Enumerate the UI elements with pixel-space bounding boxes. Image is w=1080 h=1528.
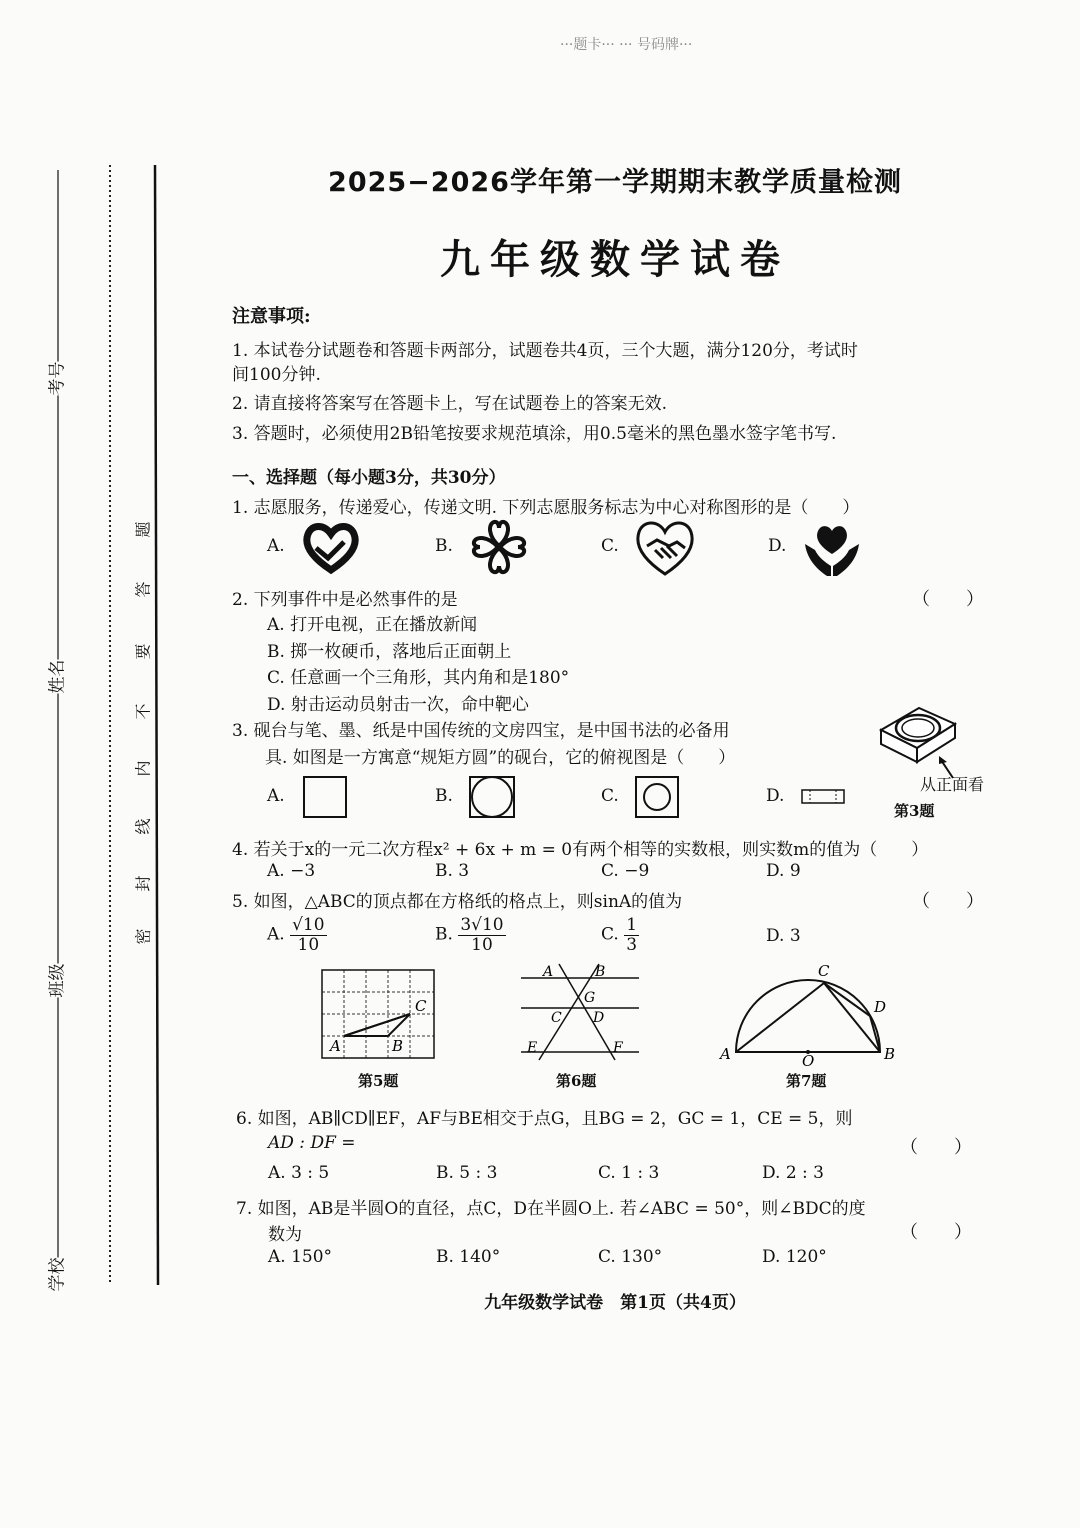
figure-5-caption: 第5题 — [358, 1072, 399, 1090]
square-with-inscribed-circle — [468, 775, 516, 819]
q5-option-d: D. 3 — [766, 926, 801, 946]
q6-option-b: B. 5 : 3 — [436, 1163, 498, 1183]
question-6-stem: 6. 如图，AB∥CD∥EF，AF与BE相交于点G，且BG = 2，GC = 1，CE = 5，则 — [236, 1109, 853, 1129]
answer-paren: （ ） — [912, 891, 984, 912]
exam-header-title: 2025−2026学年第一学期期末教学质量检测 — [328, 167, 902, 198]
point-label: A — [543, 964, 554, 980]
square-with-small-circle — [634, 775, 680, 819]
answer-paren: （ ） — [900, 1222, 972, 1243]
question-3-stem-cont: 具. 如图是一方寓意“规矩方圆”的砚台，它的俯视图是（ ） — [265, 748, 736, 768]
point-label: D — [874, 998, 887, 1016]
answer-paren: （ ） — [900, 1137, 972, 1158]
q6-option-c: C. 1 : 3 — [598, 1163, 660, 1183]
question-7-stem: 7. 如图，AB是半圆O的直径，点C，D在半圆O上. 若∠ABC = 50°，则∠BDC的度 — [236, 1199, 866, 1219]
q7-option-b: B. 140° — [436, 1247, 501, 1267]
q5-option-a — [267, 916, 327, 954]
q2-option-d: D. 射击运动员射击一次，命中靶心 — [267, 695, 529, 715]
q1-option-d: D. — [768, 536, 787, 556]
question-7-stem-cont: 数为 — [268, 1225, 302, 1245]
point-label: G — [584, 990, 596, 1006]
label-exam-number: 考号 — [39, 362, 72, 396]
seal-char: 密 — [133, 928, 153, 945]
point-label: C — [818, 962, 830, 980]
q3-option-c: C. — [601, 786, 619, 806]
figure-3-caption: 第3题 — [894, 802, 935, 820]
page-footer: 九年级数学试卷 第1页（共4页） — [484, 1293, 746, 1313]
question-1-stem: 1. 志愿服务，传递爱心，传递文明. 下列志愿服务标志为中心对称图形的是（ ） — [232, 498, 860, 518]
q1-option-b: B. — [435, 536, 453, 556]
fraction — [290, 916, 326, 954]
seal-char: 题 — [133, 521, 153, 538]
inkstone-figure — [873, 700, 993, 780]
q2-option-a: A. 打开电视，正在播放新闻 — [267, 615, 478, 635]
label-name: 姓名 — [39, 660, 72, 694]
exam-main-title: 九年级数学试卷 — [440, 236, 790, 283]
numerator: √10 — [292, 915, 325, 935]
q4-option-b: B. 3 — [435, 861, 470, 881]
denominator: 10 — [297, 934, 320, 955]
figure-6-caption: 第6题 — [556, 1072, 597, 1090]
figure-7-semicircle — [718, 960, 898, 1070]
seal-char: 线 — [133, 818, 153, 835]
point-label: C — [415, 997, 427, 1015]
figure-7-caption: 第7题 — [786, 1072, 827, 1090]
notice-item: 间100分钟. — [232, 365, 321, 385]
point-label: B — [884, 1045, 896, 1063]
q4-option-d: D. 9 — [766, 861, 801, 881]
option-letter: B. — [435, 924, 453, 945]
notice-item: 3. 答题时，必须使用2B铅笔按要求规范填涂，用0.5毫米的黑色墨水签字笔书写. — [232, 424, 837, 444]
question-2-stem: 2. 下列事件中是必然事件的是 — [232, 590, 458, 610]
q5-option-c — [601, 916, 639, 954]
q1-option-c: C. — [601, 536, 619, 556]
point-label: E — [527, 1040, 538, 1056]
seal-char: 封 — [133, 875, 153, 892]
q6-option-a: A. 3 : 5 — [268, 1163, 330, 1183]
q3-option-d: D. — [766, 786, 785, 806]
q5-option-b — [435, 916, 506, 954]
fraction — [458, 916, 505, 954]
point-label: D — [593, 1010, 605, 1026]
point-label: O — [802, 1052, 815, 1070]
q1-option-a: A. — [267, 536, 285, 556]
question-6-stem-cont: AD : DF = — [268, 1133, 356, 1153]
point-label: F — [613, 1040, 623, 1056]
point-label: B — [392, 1037, 404, 1055]
q7-option-a: A. 150° — [268, 1247, 333, 1267]
question-3-stem: 3. 砚台与笔、墨、纸是中国传统的文房四宝，是中国书法的必备用 — [232, 721, 730, 741]
option-letter: A. — [267, 924, 285, 945]
question-5-stem: 5. 如图，△ABC的顶点都在方格纸的格点上，则sinA的值为 — [232, 892, 683, 912]
fraction — [624, 916, 639, 954]
hands-holding-heart-icon — [801, 518, 863, 578]
handshake-heart-icon — [633, 516, 697, 578]
denominator: 10 — [471, 934, 493, 955]
denominator: 3 — [626, 934, 638, 955]
q7-option-c: C. 130° — [598, 1247, 663, 1267]
seal-char: 内 — [133, 760, 153, 777]
label-class: 班级 — [39, 964, 72, 998]
seal-char: 答 — [133, 581, 153, 598]
numerator: 3√10 — [460, 915, 504, 935]
q2-option-b: B. 掷一枚硬币，落地后正面朝上 — [267, 642, 512, 662]
point-label: A — [330, 1037, 341, 1055]
heart-hand-icon — [300, 518, 362, 576]
answer-paren: （ ） — [912, 589, 984, 610]
notice-item: 2. 请直接将答案写在答题卡上，写在试题卷上的答案无效. — [232, 394, 668, 414]
q4-option-c: C. −9 — [601, 861, 650, 881]
notice-item: 1. 本试卷分试题卷和答题卡两部分，试题卷共4页，三个大题，满分120分，考试时 — [232, 341, 858, 361]
q4-option-a: A. −3 — [267, 861, 316, 881]
section-heading: 一、选择题（每小题3分，共30分） — [232, 468, 506, 488]
solid-seal-line — [155, 165, 158, 1285]
seal-char: 不 — [133, 703, 153, 720]
point-label: B — [595, 964, 606, 980]
option-letter: C. — [601, 924, 619, 945]
point-label: A — [720, 1045, 731, 1063]
top-fragment: ···题卡··· ··· 号码牌··· — [560, 37, 693, 53]
figure-5-grid — [318, 966, 442, 1064]
q2-option-c: C. 任意画一个三角形，其内角和是180° — [267, 668, 570, 688]
q3-option-a: A. — [267, 786, 285, 806]
rectangle-dashed-shape — [800, 788, 848, 806]
notice-heading: 注意事项: — [232, 306, 311, 327]
numerator: 1 — [626, 915, 638, 935]
q7-option-d: D. 120° — [762, 1247, 827, 1267]
point-label: C — [551, 1010, 562, 1026]
figure-6-parallel-lines — [515, 960, 645, 1064]
q6-option-d: D. 2 : 3 — [762, 1163, 824, 1183]
q3-option-b: B. — [435, 786, 453, 806]
view-direction-label: 从正面看 — [920, 775, 985, 794]
clover-hearts-icon — [468, 516, 530, 578]
square-shape — [302, 775, 348, 819]
label-school: 学校 — [39, 1258, 72, 1292]
question-4-stem: 4. 若关于x的一元二次方程x² + 6x + m = 0有两个相等的实数根，则实数m的值为（ ） — [232, 840, 929, 860]
seal-char: 要 — [133, 643, 153, 660]
